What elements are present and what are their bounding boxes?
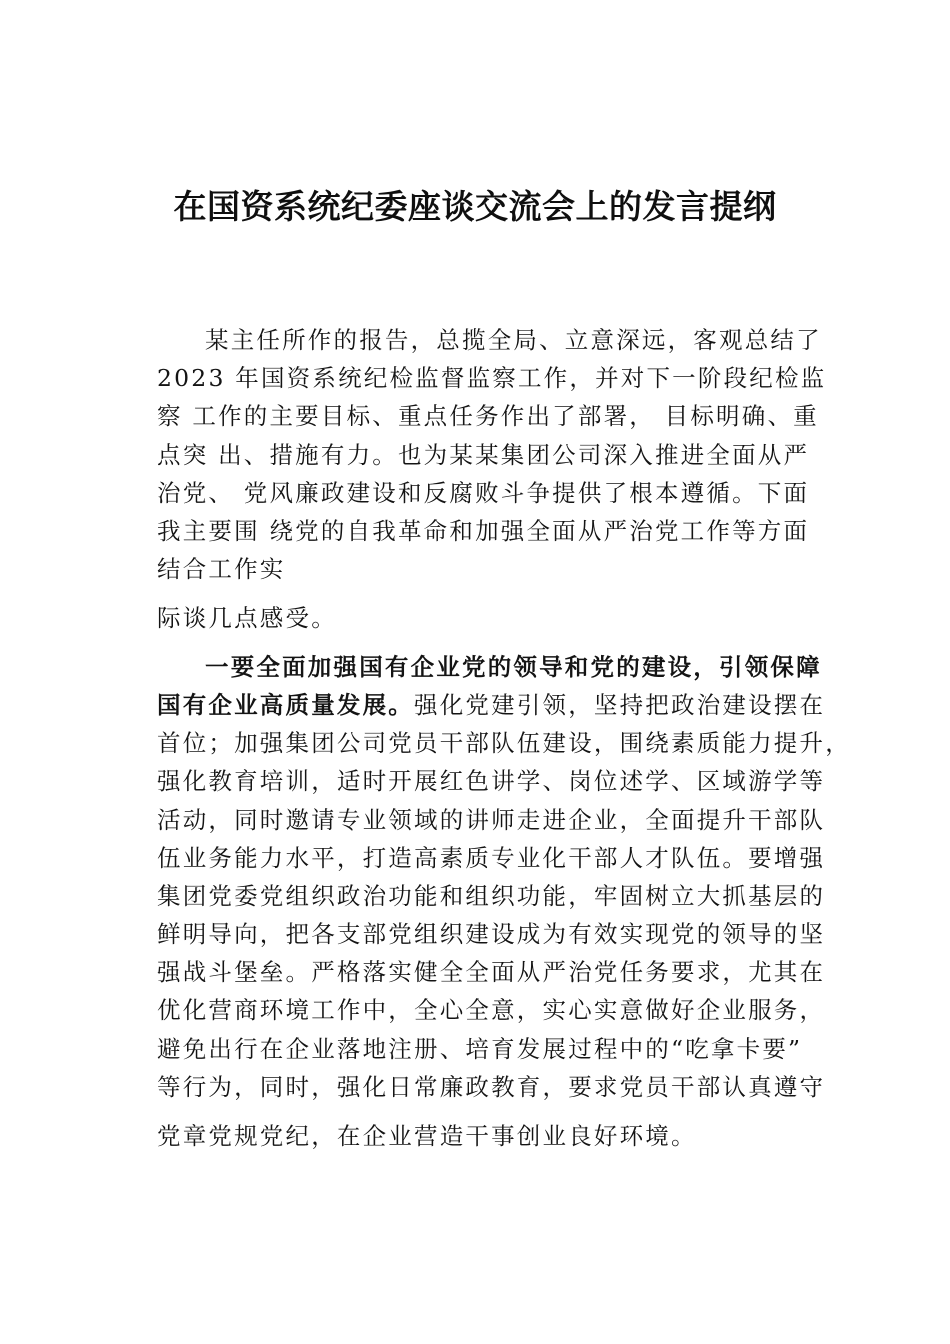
paragraph-2-line-5: 活动，同时邀请专业领域的讲师走进企业，全面提升干部队 [157, 806, 826, 834]
paragraph-2-line-2-text: 强化党建引领，坚持把政治建设摆在 [414, 691, 826, 719]
paragraph-2-line-12: 等行为，同时，强化日常廉政教育，要求党员干部认真遵守 [157, 1073, 826, 1101]
paragraph-2-line-8: 鲜明导向，把各支部党组织建设成为有效实现党的领导的坚 [157, 920, 826, 948]
paragraph-1-line-1: 某主任所作的报告，总揽全局、立意深远，客观总结了 [205, 326, 822, 354]
paragraph-2-heading-part-1: 一要全面加强国有企业党的领导和党的建设，引领保障 [205, 653, 822, 681]
document-title: 在国资系统纪委座谈交流会上的发言提纲 [173, 187, 777, 226]
paragraph-2-heading-part-2: 国有企业高质量发展。 [157, 691, 414, 719]
paragraph-1-line-2: 2023 年国资系统纪检监督监察工作，并对下一阶段纪检监 [157, 364, 827, 392]
paragraph-2-line-9: 强战斗堡垒。严格落实健全全面从严治党任务要求，尤其在 [157, 958, 826, 986]
paragraph-1-line-5: 治党、 党风廉政建设和反腐败斗争提供了根本遵循。下面 [157, 479, 810, 507]
paragraph-2-line-4: 强化教育培训，适时开展红色讲学、岗位述学、区域游学等 [157, 767, 826, 795]
paragraph-1-line-6: 我主要围 绕党的自我革命和加强全面从严治党工作等方面 [157, 517, 810, 545]
paragraph-2-line-10: 优化营商环境工作中，全心全意，实心实意做好企业服务， [157, 996, 826, 1024]
paragraph-2-line-3: 首位；加强集团公司党员干部队伍建设，围绕素质能力提升， [157, 729, 851, 757]
paragraph-2-line-7: 集团党委党组织政治功能和组织功能，牢固树立大抓基层的 [157, 882, 826, 910]
paragraph-2-line-11: 避免出行在企业落地注册、培育发展过程中的“吃拿卡要” [157, 1035, 803, 1063]
paragraph-2-line-6: 伍业务能力水平，打造高素质专业化干部人才队伍。要增强 [157, 844, 826, 872]
paragraph-2-line-2 [157, 686, 825, 724]
paragraph-1-line-4: 点突 出、措施有力。也为某某集团公司深入推进全面从严 [157, 441, 810, 469]
paragraph-1-tail: 际谈几点感受。 [157, 604, 337, 632]
paragraph-2-line-1 [205, 648, 822, 686]
paragraph-1-line-7: 结合工作实 [157, 555, 286, 583]
paragraph-2-last-line: 党章党规党纪，在企业营造干事创业良好环境。 [157, 1122, 697, 1150]
paragraph-1-line-3: 察 工作的主要目标、重点任务作出了部署， 目标明确、重 [157, 402, 819, 430]
